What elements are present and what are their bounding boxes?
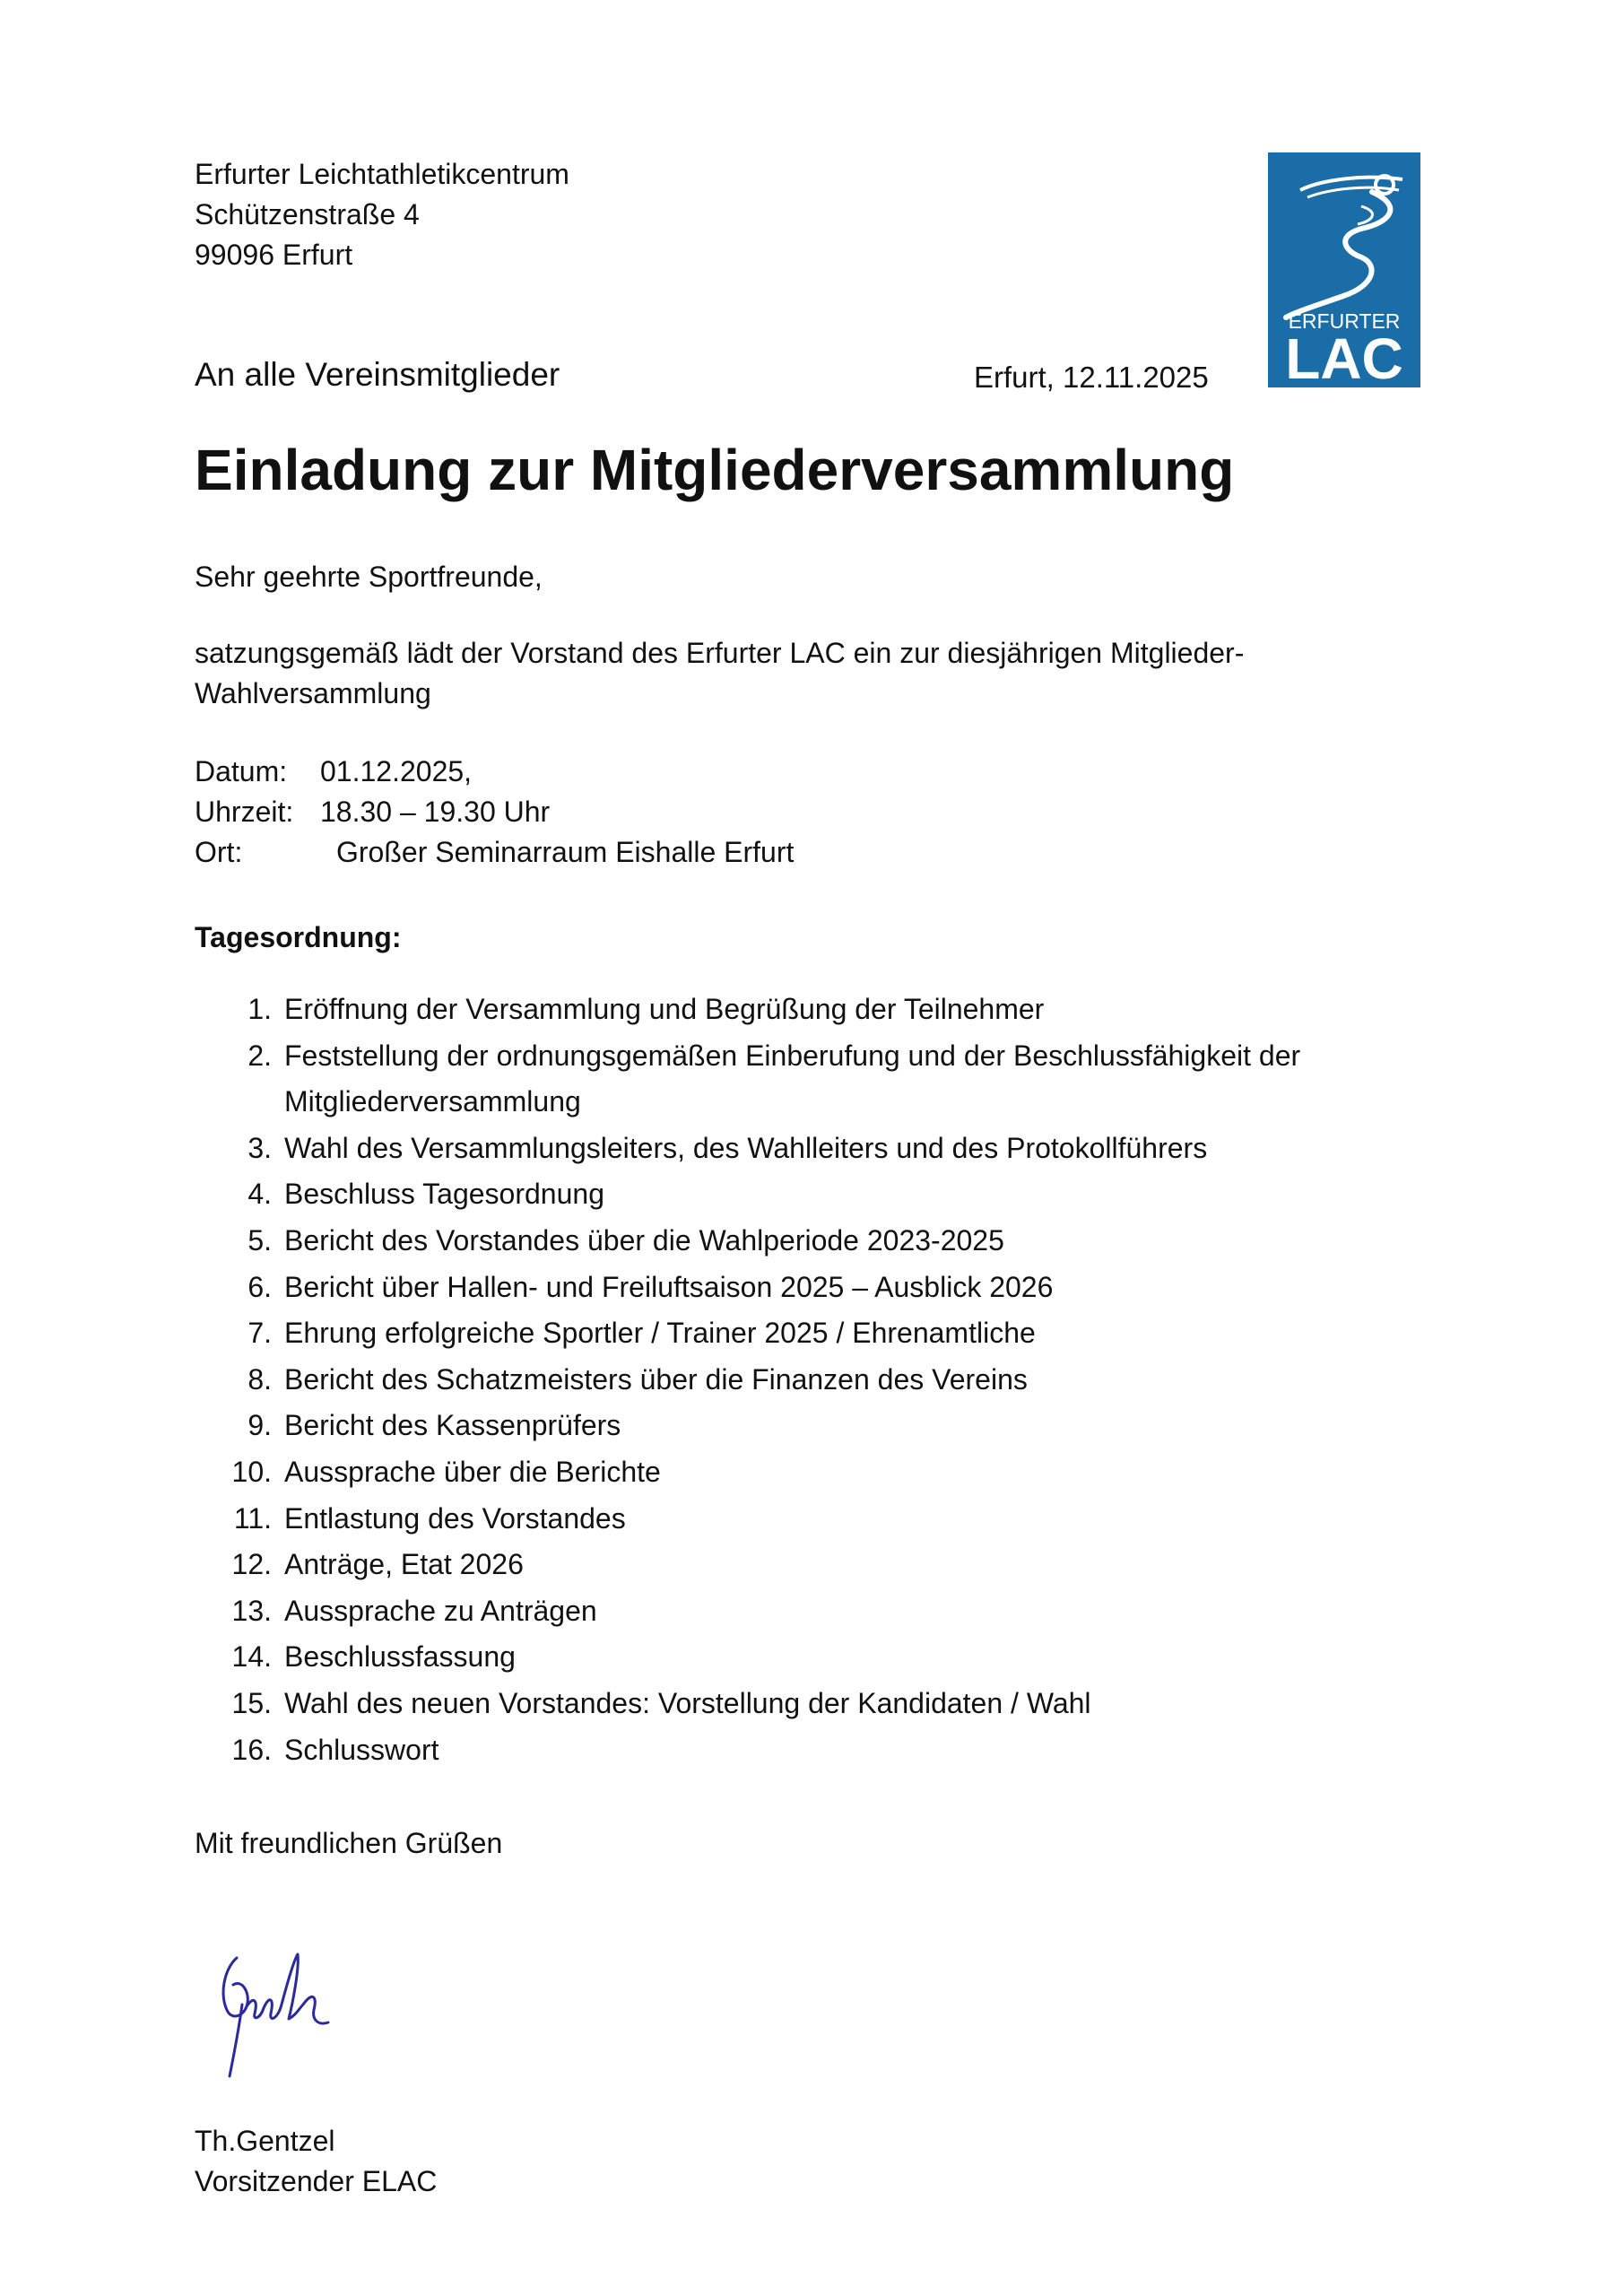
agenda-item-number: 12. <box>231 1548 272 1581</box>
agenda-item-number: 5. <box>248 1223 272 1257</box>
sender-street: Schützenstraße 4 <box>195 198 420 230</box>
agenda-item-text: Beschluss Tagesordnung <box>284 1178 604 1211</box>
recipient: An alle Vereinsmitglieder <box>195 356 560 393</box>
detail-time-value: 18.30 – 19.30 Uhr <box>320 796 551 828</box>
agenda-item <box>229 1496 1394 1543</box>
signer-name: Th.Gentzel <box>195 2125 335 2157</box>
agenda-item-number: 6. <box>248 1270 272 1303</box>
agenda-item-text: Schlusswort <box>284 1733 439 1766</box>
agenda-item <box>229 1171 1394 1218</box>
agenda-item-number: 14. <box>231 1640 272 1674</box>
agenda-item-text: Eröffnung der Versammlung und Begrüßung der Teilnehmer <box>284 993 1045 1025</box>
agenda-item-text: Bericht des Vorstandes über die Wahlperiode 2023-2025 <box>284 1223 1004 1257</box>
signature <box>206 1933 341 2094</box>
sender-name: Erfurter Leichtathletikcentrum <box>195 158 569 190</box>
runner-logo-icon <box>1268 152 1420 387</box>
agenda-item-text: Bericht über Hallen- und Freiluftsaison 2025 – Ausblick 2026 <box>284 1270 1054 1303</box>
agenda-item-text: Aussprache über die Berichte <box>284 1455 661 1488</box>
salutation: Sehr geehrte Sportfreunde, <box>195 561 543 593</box>
agenda-item <box>229 1403 1394 1449</box>
intro-paragraph <box>195 633 1360 714</box>
agenda-item-text: Bericht des Kassenprüfers <box>284 1409 621 1442</box>
agenda-item <box>229 1449 1394 1496</box>
signer-role: Vorsitzender ELAC <box>195 2165 438 2197</box>
agenda-heading: Tagesordnung: <box>195 921 402 953</box>
agenda-item <box>229 1310 1394 1357</box>
agenda-item <box>229 1126 1394 1172</box>
agenda-item <box>229 1265 1394 1311</box>
agenda-item-number: 9. <box>248 1409 272 1442</box>
agenda-item <box>229 1033 1394 1126</box>
agenda-item-text-line1: Feststellung der ordnungsgemäßen Einberufung und der Beschlussfähigkeit der <box>284 1039 1301 1072</box>
agenda-item <box>229 1218 1394 1265</box>
agenda-item-text: Aussprache zu Anträgen <box>284 1594 597 1627</box>
agenda-item-number: 13. <box>231 1594 272 1627</box>
agenda-item <box>229 1542 1394 1588</box>
agenda-item-text: Ehrung erfolgreiche Sportler / Trainer 2025 / Ehrenamtliche <box>284 1317 1036 1350</box>
detail-place-value: Großer Seminarraum Eishalle Erfurt <box>336 836 795 868</box>
agenda-item-number: 4. <box>248 1178 272 1211</box>
intro-line-1: satzungsgemäß lädt der Vorstand des Erfurter LAC ein zur diesjährigen Mitglieder- <box>195 637 1245 669</box>
erfurter-lac-logo <box>1268 152 1420 387</box>
agenda-item <box>229 1727 1394 1774</box>
signer-block <box>195 2121 437 2202</box>
agenda-item-text: Bericht des Schatzmeisters über die Finanzen des Vereins <box>284 1362 1028 1396</box>
agenda-item-text: Beschlussfassung <box>284 1640 516 1674</box>
agenda-item-text <box>284 1033 1394 1126</box>
agenda-item-number: 7. <box>248 1317 272 1350</box>
agenda-item-number: 1. <box>248 993 272 1025</box>
agenda-item <box>229 1681 1394 1727</box>
letter-date: Erfurt, 12.11.2025 <box>974 361 1209 394</box>
agenda-item-number: 2. <box>248 1039 272 1072</box>
agenda-item-text: Anträge, Etat 2026 <box>284 1548 524 1581</box>
meeting-details <box>195 752 794 873</box>
page-title: Einladung zur Mitgliederversammlung <box>195 438 1235 502</box>
detail-time <box>195 792 794 832</box>
agenda-item <box>229 1634 1394 1681</box>
detail-time-label: Uhrzeit: <box>195 796 294 828</box>
agenda-item-text-line2: Mitgliederversammlung <box>284 1085 581 1118</box>
detail-date-value: 01.12.2025, <box>320 755 473 787</box>
agenda-item <box>229 1357 1394 1404</box>
detail-date-label: Datum: <box>195 755 288 787</box>
agenda-item-text: Wahl des neuen Vorstandes: Vorstellung der Kandidaten / Wahl <box>284 1686 1091 1719</box>
agenda-item-number: 16. <box>231 1733 272 1766</box>
closing: Mit freundlichen Grüßen <box>195 1827 503 1859</box>
sender-address <box>195 154 569 275</box>
agenda-item-text: Entlastung des Vorstandes <box>284 1501 626 1535</box>
sender-city: 99096 Erfurt <box>195 239 353 271</box>
intro-line-2: Wahlversammlung <box>195 677 431 709</box>
agenda-item-text: Wahl des Versammlungsleiters, des Wahlleiters und des Protokollführers <box>284 1131 1208 1164</box>
agenda-item-number: 11. <box>233 1501 272 1535</box>
logo-line1: ERFURTER <box>1288 309 1401 333</box>
agenda-item-number: 3. <box>248 1131 272 1164</box>
agenda-item-number: 8. <box>248 1362 272 1396</box>
logo-line2: LAC <box>1285 326 1403 387</box>
detail-place <box>195 832 794 873</box>
agenda-item <box>229 1588 1394 1635</box>
detail-date <box>195 752 794 792</box>
detail-place-label: Ort: <box>195 836 243 868</box>
agenda-item-number: 10. <box>231 1455 272 1488</box>
agenda-list <box>229 987 1394 1773</box>
agenda-item-number: 15. <box>231 1686 272 1719</box>
signature-icon <box>206 1933 341 2094</box>
agenda-item <box>229 987 1394 1033</box>
